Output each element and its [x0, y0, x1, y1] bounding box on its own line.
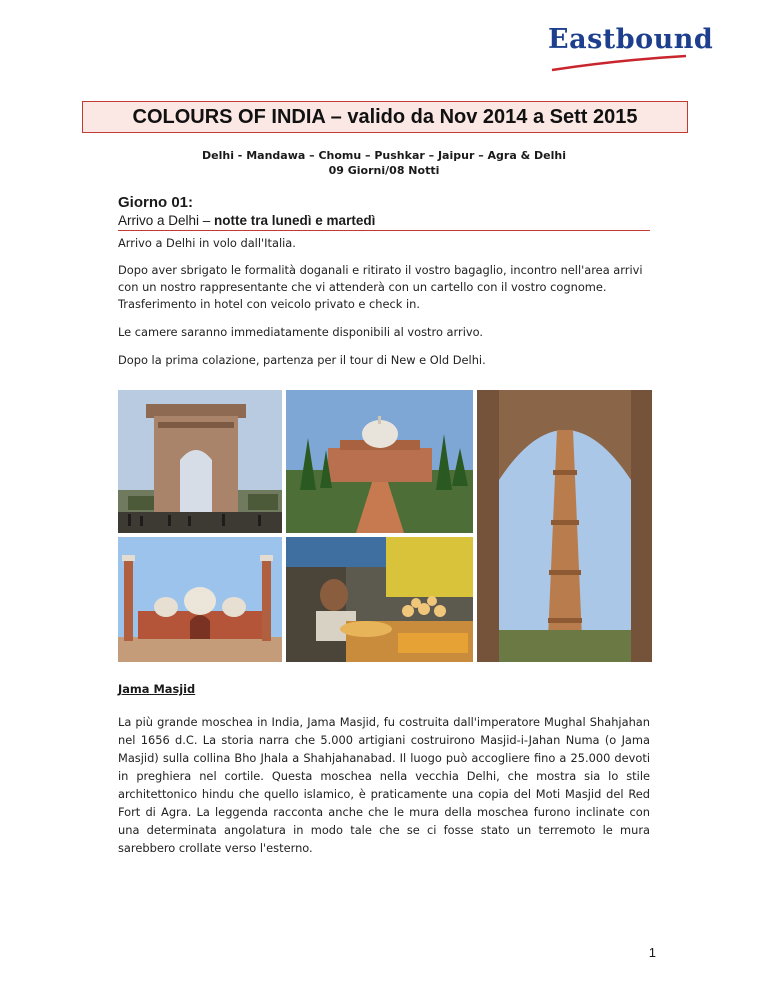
photo-collage: [118, 390, 652, 662]
paragraph-transfer: Dopo aver sbrigato le formalità doganali e ritirato il vostro bagaglio, incontro nell'area arrivi con un nostro rappresentante che vi attenderà con un cartello con il vostro cognome. Trasferimento in hotel con veicolo privato e check in.: [118, 263, 643, 311]
eastbound-logo: [548, 24, 714, 80]
day-heading: Giorno 01:: [118, 194, 194, 211]
day-subtitle: [118, 213, 650, 231]
route-info: [0, 148, 768, 178]
tour-duration: 09 Giorni/08 Notti: [328, 164, 440, 177]
page-title: COLOURS OF INDIA – valido da Nov 2014 a Sett 2015: [132, 105, 638, 128]
day-subtitle-plain: Arrivo a Delhi –: [118, 213, 215, 228]
paragraph-tour: Dopo la prima colazione, partenza per il tour di New e Old Delhi.: [118, 353, 486, 367]
paragraph-rooms: Le camere saranno immediatamente disponibili al vostro arrivo.: [118, 325, 483, 339]
title-banner: [82, 101, 688, 133]
logo-text: Eastbound: [548, 24, 714, 55]
section-title: Jama Masjid: [118, 682, 196, 696]
day-subtitle-bold: notte tra lunedì e martedì: [214, 213, 376, 228]
qutub-minar-photo: [477, 390, 652, 662]
page-number: 1: [648, 945, 656, 960]
paragraph-arrival: Arrivo a Delhi in volo dall'Italia.: [118, 236, 296, 250]
route-cities: Delhi - Mandawa – Chomu – Pushkar – Jaipur – Agra & Delhi: [202, 149, 566, 162]
india-gate-photo: [118, 390, 282, 533]
street-food-vendor-photo: [286, 537, 473, 662]
jama-masjid-photo: [118, 537, 282, 662]
logo-swoosh-icon: [548, 54, 690, 74]
section-body: La più grande moschea in India, Jama Masjid, fu costruita dall'imperatore Mughal Shahjahan nel 1656 d.C. La storia narra che 5.000 artigiani costruirono Masjid-i-Jahan Numa (o Jama Masjid) sulla collina Bho Jhala a Shahjahanabad. Il luogo può accogliere fino a 25.000 devoti in preghiera nel cortile. Questa moschea nella vecchia Delhi, che mostra sia lo stile architettonico hindu che quello islamico, è praticamente una copia del Moti Masjid del Red Fort di Agra. La leggenda racconta anche che le mura della moschea furono inclinate con una determinata angolatura in modo tale che se ci fosse stato un terremoto le mura sarebbero crollate verso l'esterno.: [118, 715, 650, 855]
humayun-tomb-photo: [286, 390, 473, 533]
